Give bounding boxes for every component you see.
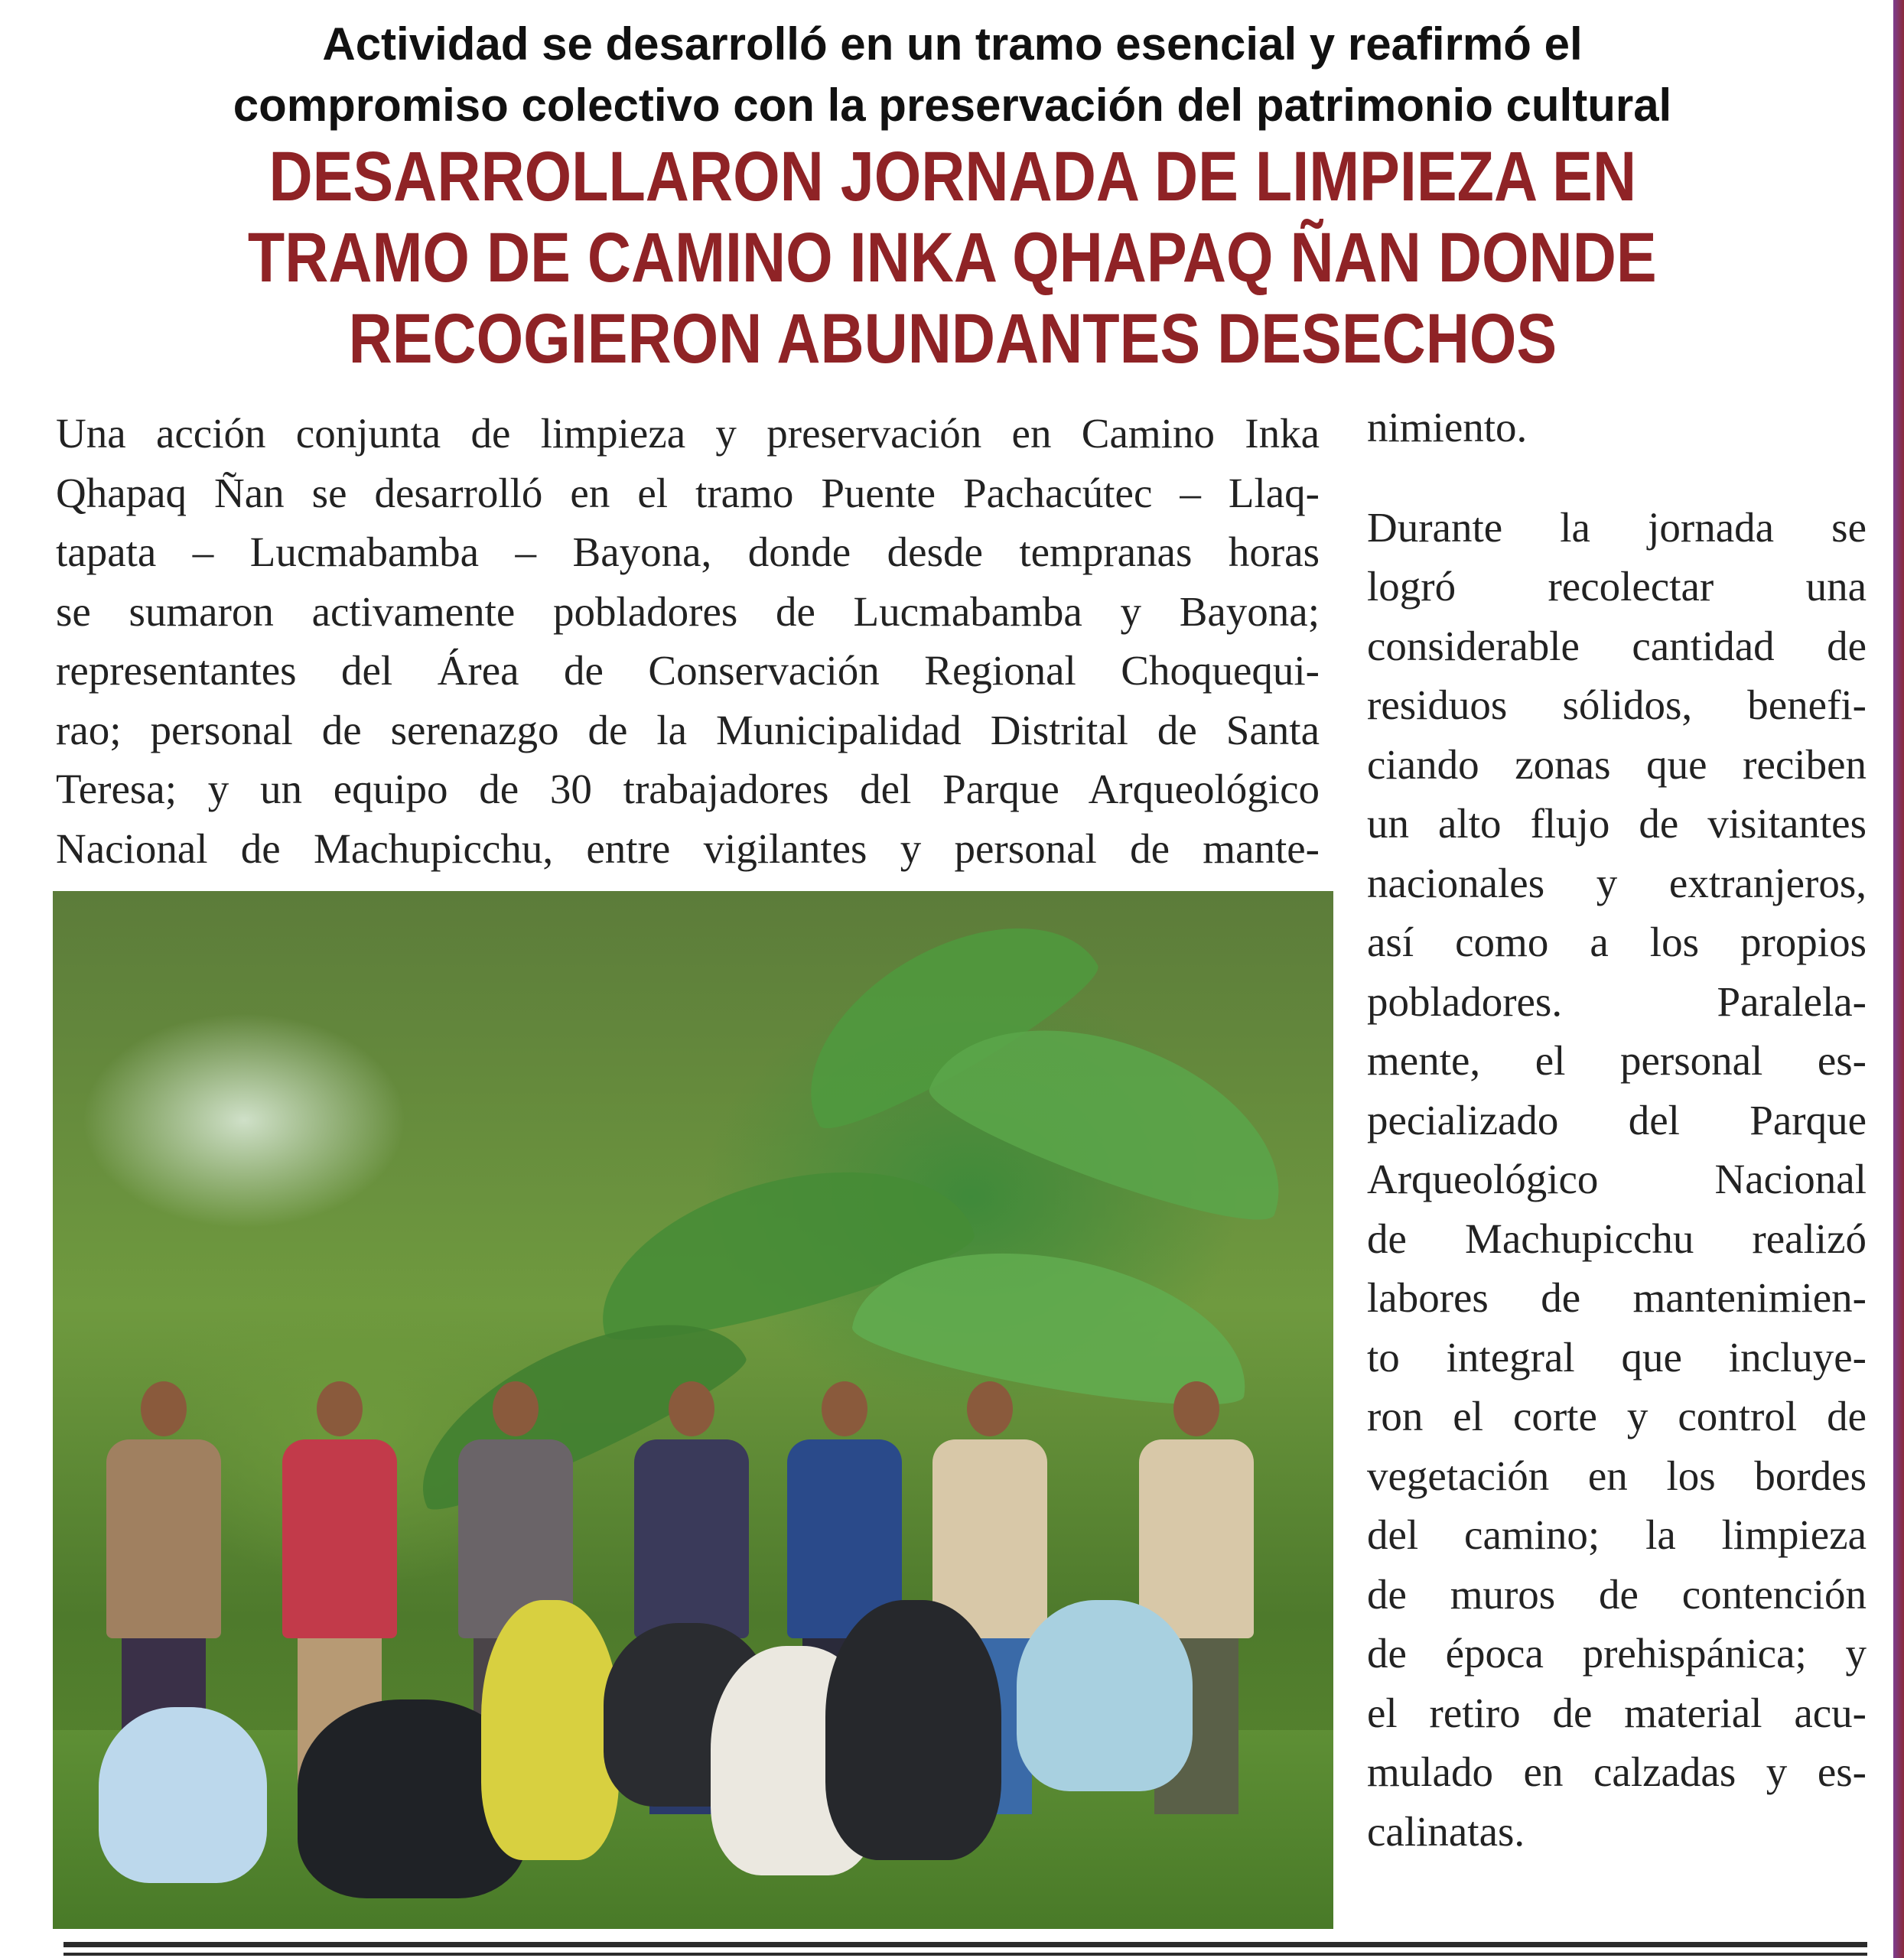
body-text-line: ron el corte y control de	[1367, 1393, 1867, 1439]
bottom-rule	[63, 1953, 1867, 1956]
paragraph-gap	[1367, 457, 1867, 498]
body-text-line: considerable cantidad de	[1367, 622, 1867, 669]
body-text-line: vegetación en los bordes	[1367, 1452, 1867, 1499]
article-photo	[53, 891, 1333, 1929]
body-text-line: tapata – Lucmabamba – Bayona, donde desde tempranas horas	[56, 529, 1320, 575]
kicker-line: Actividad se desarrolló en un tramo esencial y reafirmó el	[322, 18, 1583, 70]
body-text-line: representantes del Área de Conservación Regional Choquequi-	[56, 647, 1320, 694]
body-text-line: un alto flujo de visitantes	[1367, 800, 1867, 847]
kicker-line: compromiso colectivo con la preservación del patrimonio cultural	[233, 80, 1672, 131]
body-text-line: calinatas.	[1367, 1807, 1525, 1855]
body-text-line: nimiento.	[1367, 404, 1528, 450]
body-text-line: to integral que incluye-	[1367, 1333, 1867, 1381]
headline-line: DESARROLLARON JORNADA DE LIMPIEZA EN	[269, 138, 1636, 216]
body-text-line: Qhapaq Ñan se desarrolló en el tramo Puente Pachacútec – Llaq-	[56, 469, 1320, 516]
body-text-line: Durante la jornada se	[1367, 503, 1867, 551]
body-text-line: de época prehispánica; y	[1367, 1630, 1867, 1677]
body-left-column	[56, 404, 1320, 878]
body-text-line: ciando zonas que reciben	[1367, 740, 1867, 788]
body-text-line: Teresa; y un equipo de 30 trabajadores del Parque Arqueológico	[56, 766, 1320, 812]
kicker-subtitle	[46, 14, 1859, 136]
body-text-line: residuos sólidos, benefi-	[1367, 681, 1867, 728]
body-text-line: pobladores. Paralela-	[1367, 977, 1867, 1025]
body-text-line: Una acción conjunta de limpieza y preservación en Camino Inka	[56, 410, 1320, 457]
headline	[46, 136, 1859, 379]
body-text-line: logró recolectar una	[1367, 563, 1867, 610]
headline-line: TRAMO DE CAMINO INKA QHAPAQ ÑAN DONDE	[248, 219, 1657, 297]
page-edge-bar	[1893, 0, 1904, 1958]
body-text-line: el retiro de material acu-	[1367, 1689, 1867, 1736]
body-text-line: Arqueológico Nacional	[1367, 1156, 1867, 1202]
body-text-line: así como a los propios	[1367, 919, 1867, 965]
bottom-rule	[63, 1942, 1867, 1947]
body-text-line: del camino; la limpieza	[1367, 1511, 1867, 1558]
body-text-line: mente, el personal es-	[1367, 1037, 1867, 1084]
body-text-line: Nacional de Machupicchu, entre vigilantes y personal de mante-	[56, 825, 1320, 872]
body-text-line: de muros de contención	[1367, 1570, 1867, 1618]
body-text-line: mulado en calzadas y es-	[1367, 1748, 1867, 1795]
body-text-line: rao; personal de serenazgo de la Municipalidad Distrital de Santa	[56, 706, 1320, 753]
body-right-column	[1367, 398, 1867, 1861]
body-text-line: de Machupicchu realizó	[1367, 1215, 1867, 1262]
headline-line: RECOGIERON ABUNDANTES DESECHOS	[348, 300, 1557, 378]
body-text-line: pecializado del Parque	[1367, 1096, 1867, 1143]
body-text-line: nacionales y extranjeros,	[1367, 859, 1867, 906]
body-text-line: labores de mantenimien-	[1367, 1274, 1867, 1321]
body-text-line: se sumaron activamente pobladores de Lucmabamba y Bayona;	[56, 587, 1320, 635]
